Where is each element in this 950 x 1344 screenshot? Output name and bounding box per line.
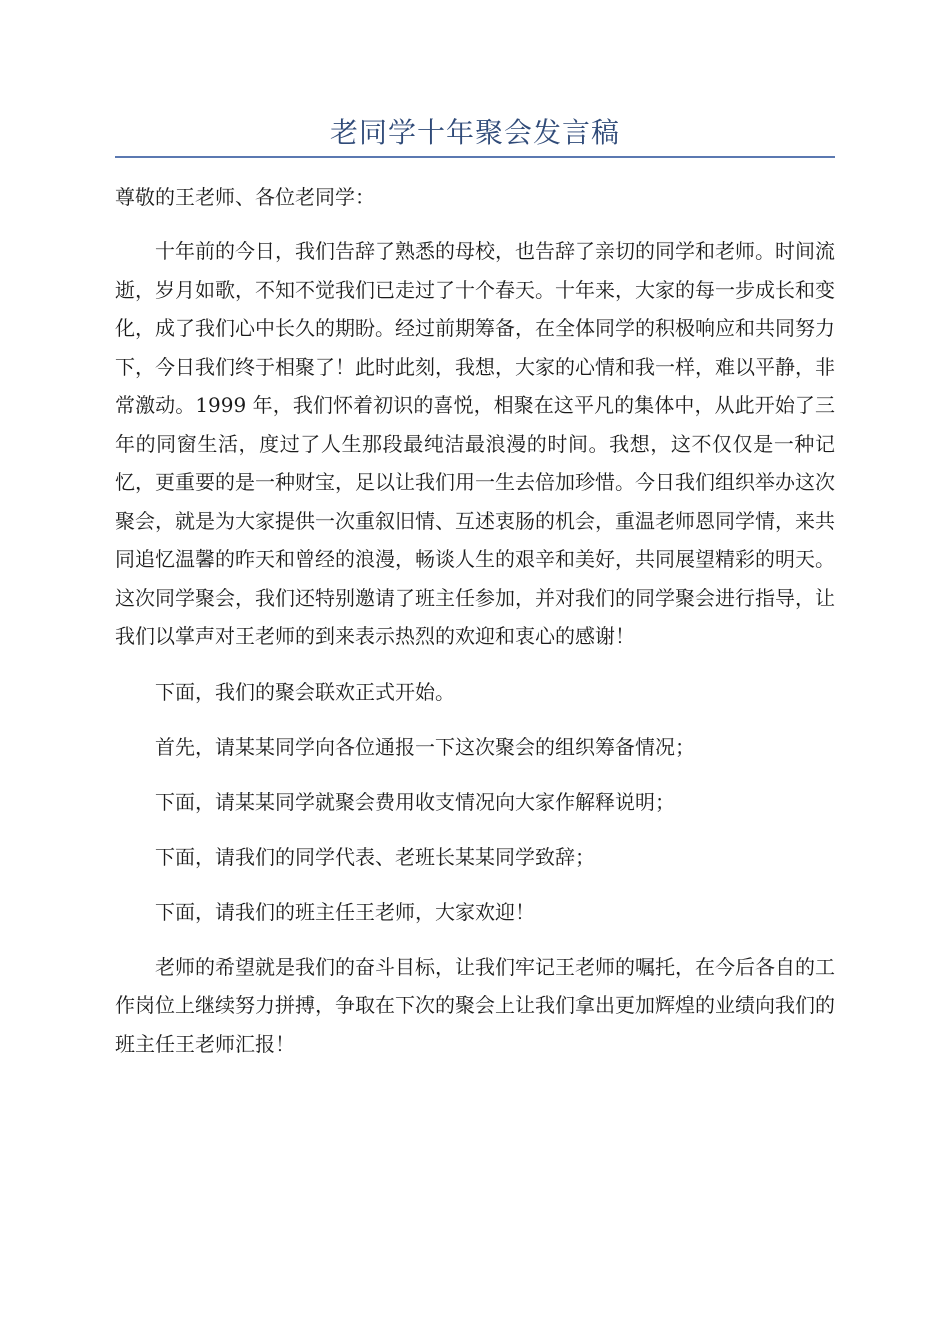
- body-paragraph-closing: 老师的希望就是我们的奋斗目标，让我们牢记王老师的嘱托，在今后各自的工作岗位上继续努力拼搏，争取在下次的聚会上让我们拿出更加辉煌的业绩向我们的班主任王老师汇报！: [115, 954, 835, 1056]
- salutation: 尊敬的王老师、各位老同学：: [115, 185, 375, 209]
- body-paragraph-step-2: 下面，请某某同学就聚会费用收支情况向大家作解释说明；: [155, 789, 675, 814]
- body-paragraph-step-4: 下面，请我们的班主任王老师，大家欢迎！: [155, 899, 535, 924]
- title-underline: [115, 156, 835, 158]
- document-title: 老同学十年聚会发言稿: [329, 116, 620, 149]
- document-page: [115, 110, 835, 1063]
- body-paragraph-intro: 十年前的今日，我们告辞了熟悉的母校，也告辞了亲切的同学和老师。时间流逝，岁月如歌，不知不觉我们已走过了十个春天。十年来，大家的每一步成长和变化，成了我们心中长久的期盼。经过前期筹备，在全体同学的积极响应和共同努力下，今日我们终于相聚了！此时此刻，我想，大家的心情和我一样，难以平静，非常激动。1999 年，我们怀着初识的喜悦，相聚在这平凡的集体中，从此开始了三年的同窗生活，度过了人生那段最纯洁最浪漫的时间。我想，这不仅仅是一种记忆，更重要的是一种财宝，足以让我们用一生去倍加珍惜。今日我们组织举办这次聚会，就是为大家提供一次重叙旧情、互述衷肠的机会，重温老师恩同学情，来共同追忆温馨的昨天和曾经的浪漫，畅谈人生的艰辛和美好，共同展望精彩的明天。这次同学聚会，我们还特别邀请了班主任参加，并对我们的同学聚会进行指导，让我们以掌声对王老师的到来表示热烈的欢迎和衷心的感谢！: [115, 239, 835, 648]
- body-paragraph-step-1: 首先，请某某同学向各位通报一下这次聚会的组织筹备情况；: [155, 734, 695, 759]
- body-paragraph-opening: 下面，我们的聚会联欢正式开始。: [155, 679, 455, 704]
- body-paragraph-step-3: 下面，请我们的同学代表、老班长某某同学致辞；: [155, 844, 595, 869]
